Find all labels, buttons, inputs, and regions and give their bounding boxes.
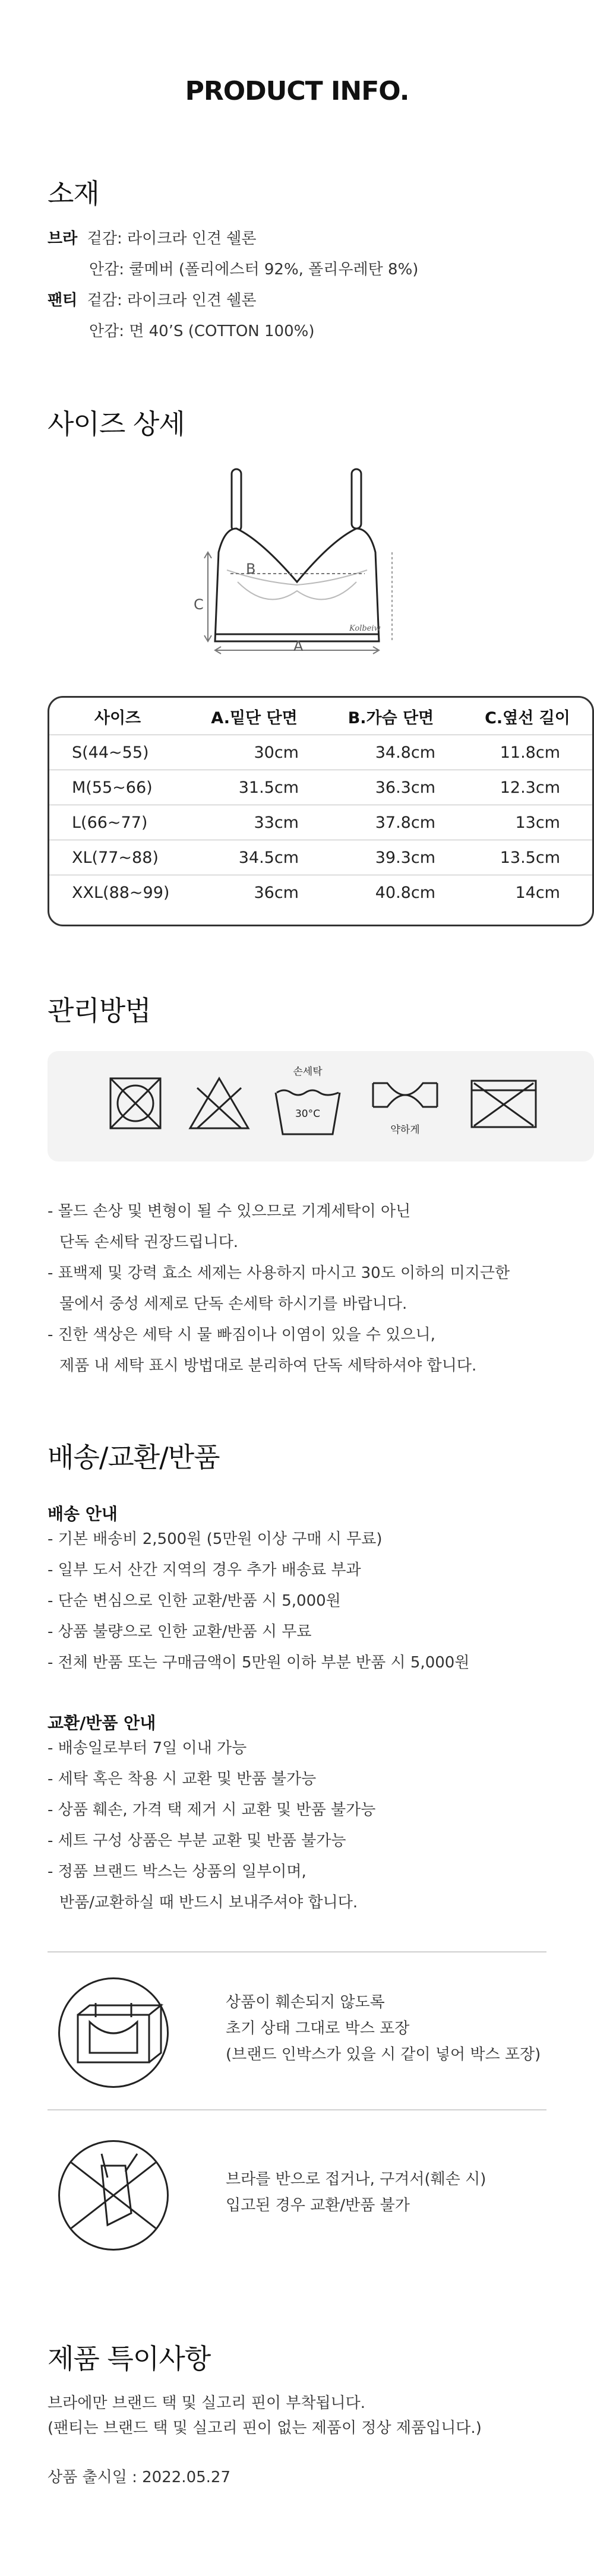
bra-inner: 안감: 쿨메버 (폴리에스터 92%, 폴리우레탄 8%) <box>89 261 419 279</box>
diagram-label-c: C <box>194 596 204 613</box>
divider <box>48 2109 546 2110</box>
size-table-header <box>49 698 594 735</box>
packaging-illustration <box>58 1977 169 2088</box>
diagram-label-b: B <box>246 561 256 577</box>
special-line: 브라에만 브랜드 택 및 실고리 핀이 부착됩니다. <box>48 2394 366 2412</box>
care-note: 물에서 중성 세제로 단독 손세탁 하시기를 바랍니다. <box>59 1295 407 1313</box>
table-row <box>49 875 594 910</box>
page-title: PRODUCT INFO. <box>185 76 409 106</box>
no-wash-machine-icon <box>107 1075 164 1132</box>
care-notes <box>48 1196 510 1381</box>
cell-b: 36.3cm <box>323 770 459 805</box>
cell-c: 13.5cm <box>459 840 594 875</box>
care-note: 제품 내 세탁 표시 방법대로 분리하여 단독 세탁하셔야 합니다. <box>59 1357 477 1375</box>
exchange-list <box>48 1733 375 1918</box>
bra-label: 브라 <box>48 230 78 248</box>
packaging-notice <box>226 1989 541 2068</box>
table-row <box>49 735 594 770</box>
no-bleach-icon <box>187 1075 252 1132</box>
notice-line: 브라를 반으로 접거나, 구겨서(훼손 시) <box>226 2170 486 2188</box>
special-heading: 제품 특이사항 <box>48 2343 211 2375</box>
bra-outer: 겉감: 라이크라 인견 쉘론 <box>87 230 257 248</box>
divider <box>48 1951 546 1952</box>
table-row <box>49 770 594 805</box>
col-c: C.옆선 길이 <box>485 708 570 727</box>
material-heading: 소재 <box>48 178 99 210</box>
shipping-list <box>48 1524 469 1678</box>
list-item: - 상품 불량으로 인한 교환/반품 시 무료 <box>48 1623 312 1641</box>
no-folding-notice <box>226 2166 486 2219</box>
care-note: - 진한 색상은 세탁 시 물 빠짐이나 이염이 있을 수 있으니, <box>48 1326 435 1344</box>
size-heading: 사이즈 상세 <box>48 408 185 440</box>
care-heading: 관리방법 <box>48 995 151 1027</box>
list-item: - 단순 변심으로 인한 교환/반품 시 5,000원 <box>48 1592 341 1610</box>
table-row <box>49 805 594 840</box>
care-note: - 몰드 손상 및 변형이 될 수 있으므로 기계세탁이 아닌 <box>48 1202 411 1220</box>
bra-size-diagram <box>190 463 404 659</box>
list-item: - 일부 도서 산간 지역의 경우 추가 배송료 부과 <box>48 1561 361 1579</box>
exchange-title: 교환/반품 안내 <box>48 1713 156 1733</box>
list-item: - 세트 구성 상품은 부분 교환 및 반품 불가능 <box>48 1832 346 1850</box>
cell-c: 13cm <box>459 805 594 840</box>
notice-line: 상품이 훼손되지 않도록 <box>226 1993 385 2011</box>
cell-a: 34.5cm <box>186 840 323 875</box>
notice-line: (브랜드 인박스가 있을 시 같이 넣어 박스 포장) <box>226 2046 541 2064</box>
notice-line: 입고된 경우 교환/반품 불가 <box>226 2197 410 2214</box>
no-folding-illustration <box>58 2140 169 2251</box>
cell-c: 14cm <box>459 875 594 910</box>
handwash-icon <box>272 1075 343 1140</box>
care-note: - 표백제 및 강력 효소 세제는 사용하지 마시고 30도 이하의 미지근한 <box>48 1264 510 1282</box>
cell-b: 34.8cm <box>323 735 459 770</box>
temp-label: 30°C <box>295 1108 320 1120</box>
list-item: - 세탁 혹은 착용 시 교환 및 반품 불가능 <box>48 1770 317 1788</box>
panty-inner: 안감: 면 40’S (COTTON 100%) <box>89 322 315 340</box>
size-table <box>49 698 594 910</box>
list-item: - 상품 훼손, 가격 택 제거 시 교환 및 반품 불가능 <box>48 1801 376 1819</box>
cell-b: 37.8cm <box>323 805 459 840</box>
panty-outer: 겉감: 라이크라 인견 쉘론 <box>87 292 257 309</box>
notice-line: 초기 상태 그대로 박스 포장 <box>226 2020 410 2037</box>
diagram-label-a: A <box>293 638 304 654</box>
col-size: 사이즈 <box>94 708 141 727</box>
folded-bra-icon <box>60 2142 167 2249</box>
care-note: 단독 손세탁 권장드립니다. <box>59 1233 239 1251</box>
col-b: B.가슴 단면 <box>347 708 434 727</box>
list-item: - 배송일로부터 7일 이내 가능 <box>48 1739 247 1757</box>
cell-a: 33cm <box>186 805 323 840</box>
list-item: - 전체 반품 또는 구매금액이 5만원 이하 부분 반품 시 5,000원 <box>48 1654 470 1672</box>
table-row <box>49 840 594 875</box>
no-iron-icon <box>468 1077 539 1131</box>
cell-size: S(44~55) <box>49 735 186 770</box>
cell-size: M(55~66) <box>49 770 186 805</box>
cell-size: XL(77~88) <box>49 840 186 875</box>
cell-size: XXL(88~99) <box>49 875 186 910</box>
shipping-title: 배송 안내 <box>48 1504 118 1524</box>
material-block <box>48 223 418 347</box>
handwash-label: 손세탁 <box>293 1066 323 1078</box>
size-table-wrap <box>48 696 594 926</box>
cell-b: 39.3cm <box>323 840 459 875</box>
twist-label: 약하게 <box>390 1124 420 1136</box>
gentle-twist-icon <box>369 1077 441 1113</box>
care-icons-box <box>48 1051 594 1162</box>
list-item: 반품/교환하실 때 반드시 보내주셔야 합니다. <box>59 1894 358 1912</box>
list-item: - 정품 브랜드 박스는 상품의 일부이며, <box>48 1863 307 1881</box>
cell-c: 12.3cm <box>459 770 594 805</box>
col-a: A.밑단 단면 <box>211 708 298 727</box>
cell-c: 11.8cm <box>459 735 594 770</box>
cell-a: 36cm <box>186 875 323 910</box>
cell-a: 30cm <box>186 735 323 770</box>
cell-a: 31.5cm <box>186 770 323 805</box>
cell-size: L(66~77) <box>49 805 186 840</box>
cell-b: 40.8cm <box>323 875 459 910</box>
delivery-heading: 배송/교환/반품 <box>48 1441 220 1473</box>
release-date: 상품 출시일 : 2022.05.27 <box>48 2469 230 2486</box>
special-line: (팬티는 브랜드 택 및 실고리 핀이 없는 제품이 정상 제품입니다.) <box>48 2419 482 2437</box>
panty-label: 팬티 <box>48 292 78 309</box>
svg-text:Kolbeiw: Kolbeiw <box>349 624 381 633</box>
list-item: - 기본 배송비 2,500원 (5만원 이상 구매 시 무료) <box>48 1530 383 1548</box>
box-bra-icon <box>60 1979 167 2086</box>
special-notes <box>48 2391 482 2441</box>
